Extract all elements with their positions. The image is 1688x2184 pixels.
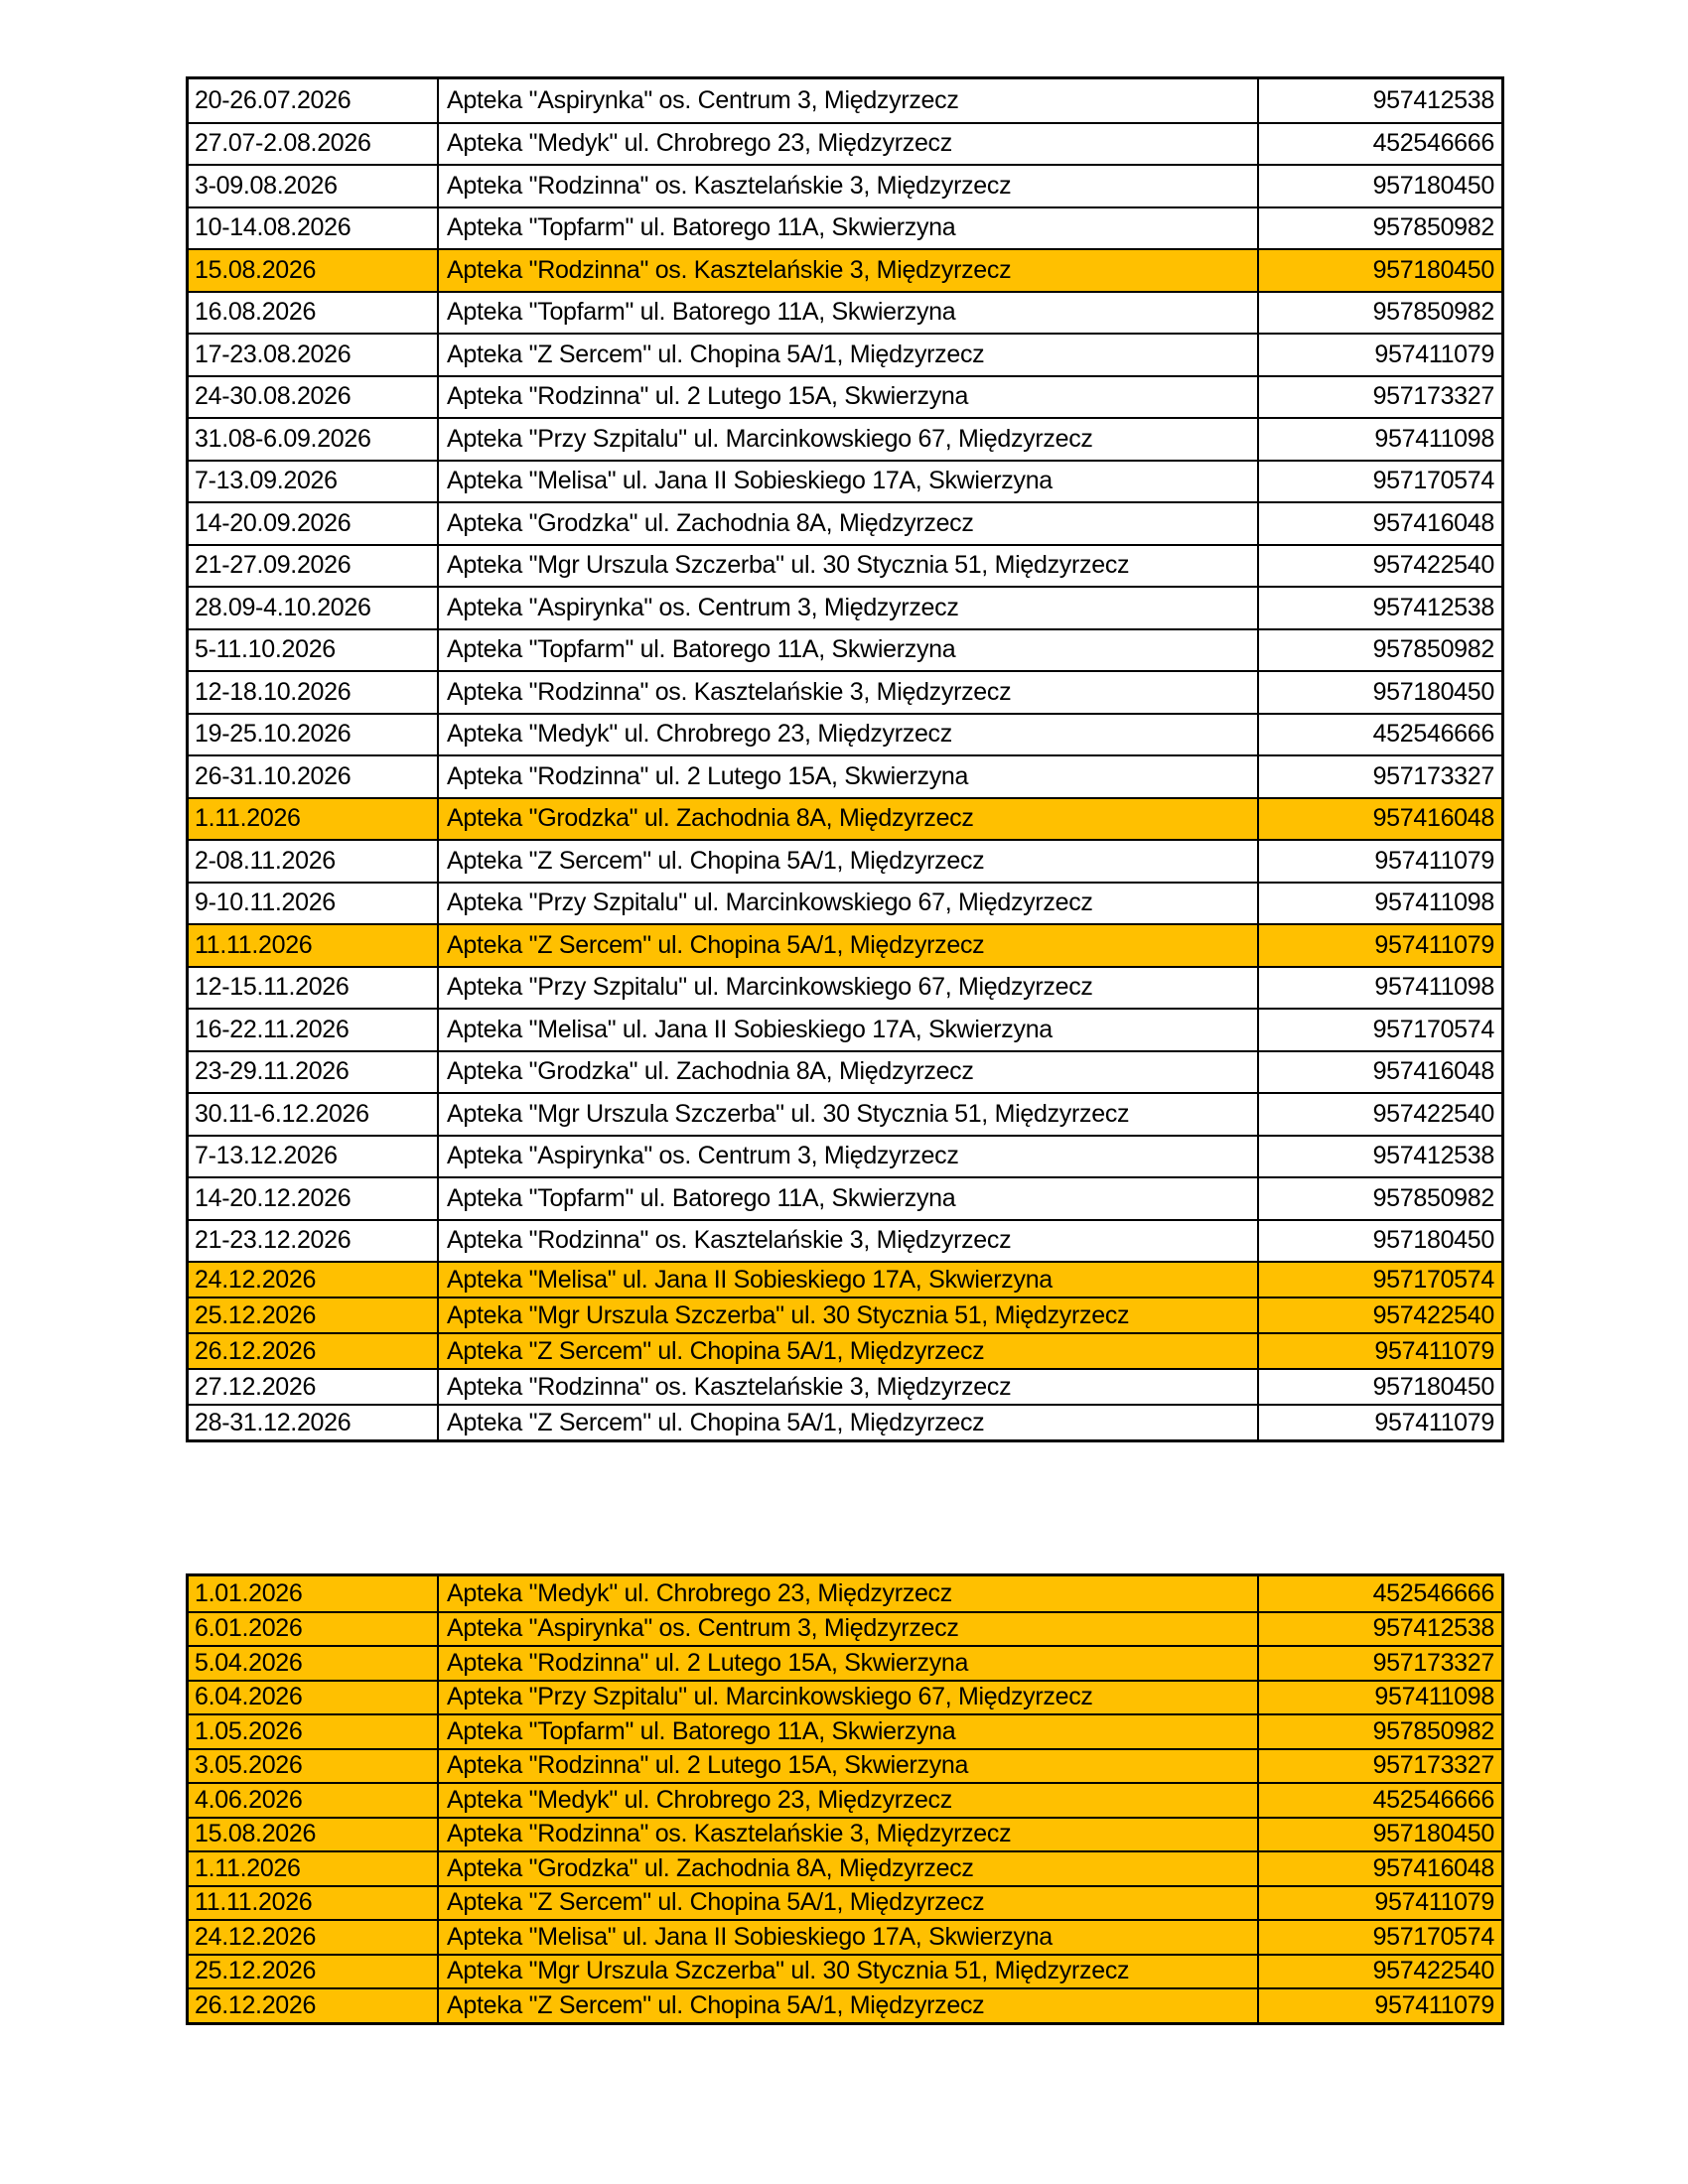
pharmacy-cell: Apteka "Medyk" ul. Chrobrego 23, Międzyrzecz xyxy=(439,715,1259,755)
pharmacy-cell: Apteka "Rodzinna" os. Kasztelańskie 3, Międzyrzecz xyxy=(439,1221,1259,1262)
pharmacy-cell: Apteka "Z Sercem" ul. Chopina 5A/1, Międzyrzecz xyxy=(439,841,1259,882)
date-cell: 7-13.12.2026 xyxy=(189,1137,439,1177)
pharmacy-cell: Apteka "Przy Szpitalu" ul. Marcinkowskiego 67, Międzyrzecz xyxy=(439,884,1259,924)
pharmacy-cell: Apteka "Melisa" ul. Jana II Sobieskiego 17A, Skwierzyna xyxy=(439,462,1259,502)
pharmacy-cell: Apteka "Rodzinna" ul. 2 Lutego 15A, Skwierzyna xyxy=(439,1750,1259,1783)
pharmacy-cell: Apteka "Z Sercem" ul. Chopina 5A/1, Międzyrzecz xyxy=(439,335,1259,375)
table-row xyxy=(189,1885,1501,1920)
phone-cell: 957422540 xyxy=(1372,1300,1494,1329)
pharmacy-cell: Apteka "Przy Szpitalu" ul. Marcinkowskiego 67, Międzyrzecz xyxy=(439,1682,1259,1714)
table-row xyxy=(189,1954,1501,1988)
table-row xyxy=(189,1332,1501,1368)
date-cell: 31.08-6.09.2026 xyxy=(189,419,439,460)
table-row xyxy=(189,628,1501,671)
table-row xyxy=(189,966,1501,1009)
table-row xyxy=(189,79,1501,122)
pharmacy-cell: Apteka "Mgr Urszula Szczerba" ul. 30 Stycznia 51, Międzyrzecz xyxy=(439,546,1259,587)
date-cell: 5.04.2026 xyxy=(189,1647,439,1680)
date-cell: 27.07-2.08.2026 xyxy=(189,124,439,165)
table-row xyxy=(189,1261,1501,1297)
table-row xyxy=(189,713,1501,755)
date-cell: 9-10.11.2026 xyxy=(189,884,439,924)
phone-cell: 957411098 xyxy=(1374,888,1494,917)
phone-cell: 957173327 xyxy=(1372,382,1494,411)
table-row xyxy=(189,122,1501,165)
pharmacy-cell: Apteka "Topfarm" ul. Batorego 11A, Skwierzyna xyxy=(439,1178,1259,1219)
pharmacy-cell: Apteka "Rodzinna" ul. 2 Lutego 15A, Skwierzyna xyxy=(439,756,1259,797)
phone-cell: 957411079 xyxy=(1374,340,1494,368)
table-row xyxy=(189,923,1501,966)
pharmacy-cell: Apteka "Grodzka" ul. Zachodnia 8A, Międzyrzecz xyxy=(439,503,1259,544)
date-cell: 14-20.09.2026 xyxy=(189,503,439,544)
date-cell: 1.01.2026 xyxy=(189,1576,439,1611)
pharmacy-cell: Apteka "Rodzinna" ul. 2 Lutego 15A, Skwierzyna xyxy=(439,1647,1259,1680)
table-row xyxy=(189,1368,1501,1404)
pharmacy-cell: Apteka "Mgr Urszula Szczerba" ul. 30 Stycznia 51, Międzyrzecz xyxy=(439,1094,1259,1135)
phone-cell: 957411079 xyxy=(1374,1336,1494,1365)
phone-cell: 957180450 xyxy=(1372,171,1494,200)
table-row xyxy=(189,754,1501,797)
date-cell: 25.12.2026 xyxy=(189,1956,439,1988)
table-row xyxy=(189,1645,1501,1680)
table-row xyxy=(189,375,1501,418)
phone-cell: 957173327 xyxy=(1372,1648,1494,1677)
date-cell: 15.08.2026 xyxy=(189,1819,439,1851)
date-cell: 1.05.2026 xyxy=(189,1715,439,1748)
date-cell: 19-25.10.2026 xyxy=(189,715,439,755)
date-cell: 17-23.08.2026 xyxy=(189,335,439,375)
phone-cell: 957416048 xyxy=(1372,508,1494,537)
pharmacy-cell: Apteka "Rodzinna" os. Kasztelańskie 3, Międzyrzecz xyxy=(439,166,1259,206)
phone-cell: 957850982 xyxy=(1372,635,1494,664)
table-row xyxy=(189,1135,1501,1177)
table-row xyxy=(189,1748,1501,1783)
duty-schedule-table xyxy=(186,76,1504,1442)
date-cell: 12-18.10.2026 xyxy=(189,672,439,713)
date-cell: 6.01.2026 xyxy=(189,1613,439,1646)
pharmacy-cell: Apteka "Z Sercem" ul. Chopina 5A/1, Międzyrzecz xyxy=(439,1989,1259,2022)
date-cell: 1.11.2026 xyxy=(189,799,439,840)
phone-cell: 957422540 xyxy=(1372,551,1494,580)
pharmacy-cell: Apteka "Topfarm" ul. Batorego 11A, Skwierzyna xyxy=(439,630,1259,671)
phone-cell: 957416048 xyxy=(1372,1853,1494,1882)
date-cell: 11.11.2026 xyxy=(189,925,439,966)
phone-cell: 957422540 xyxy=(1372,1099,1494,1128)
phone-cell: 957411098 xyxy=(1374,1683,1494,1711)
phone-cell: 957412538 xyxy=(1372,1614,1494,1643)
phone-cell: 957850982 xyxy=(1372,1716,1494,1745)
table-row xyxy=(189,164,1501,206)
pharmacy-cell: Apteka "Aspirynka" os. Centrum 3, Międzyrzecz xyxy=(439,79,1259,122)
table-row xyxy=(189,1008,1501,1050)
phone-cell: 957411079 xyxy=(1374,930,1494,959)
date-cell: 28-31.12.2026 xyxy=(189,1406,439,1439)
pharmacy-cell: Apteka "Z Sercem" ul. Chopina 5A/1, Międzyrzecz xyxy=(439,1887,1259,1920)
date-cell: 26-31.10.2026 xyxy=(189,756,439,797)
date-cell: 28.09-4.10.2026 xyxy=(189,588,439,628)
table-row xyxy=(189,1576,1501,1611)
pharmacy-cell: Apteka "Rodzinna" os. Kasztelańskie 3, Międzyrzecz xyxy=(439,1370,1259,1404)
phone-cell: 957180450 xyxy=(1372,1820,1494,1848)
phone-cell: 957411079 xyxy=(1374,1888,1494,1917)
date-cell: 23-29.11.2026 xyxy=(189,1052,439,1093)
date-cell: 25.12.2026 xyxy=(189,1298,439,1332)
phone-cell: 452546666 xyxy=(1372,129,1494,158)
pharmacy-cell: Apteka "Topfarm" ul. Batorego 11A, Skwierzyna xyxy=(439,208,1259,249)
pharmacy-cell: Apteka "Grodzka" ul. Zachodnia 8A, Międzyrzecz xyxy=(439,799,1259,840)
table-row xyxy=(189,1050,1501,1093)
phone-cell: 957173327 xyxy=(1372,1751,1494,1780)
pharmacy-cell: Apteka "Mgr Urszula Szczerba" ul. 30 Stycznia 51, Międzyrzecz xyxy=(439,1298,1259,1332)
table-row xyxy=(189,797,1501,840)
phone-cell: 957412538 xyxy=(1372,85,1494,114)
pharmacy-cell: Apteka "Medyk" ul. Chrobrego 23, Międzyrzecz xyxy=(439,1784,1259,1817)
pharmacy-cell: Apteka "Grodzka" ul. Zachodnia 8A, Międzyrzecz xyxy=(439,1052,1259,1093)
table-row xyxy=(189,1404,1501,1439)
pharmacy-cell: Apteka "Melisa" ul. Jana II Sobieskiego 17A, Skwierzyna xyxy=(439,1921,1259,1954)
phone-cell: 957411079 xyxy=(1374,846,1494,875)
phone-cell: 452546666 xyxy=(1372,1785,1494,1814)
pharmacy-cell: Apteka "Aspirynka" os. Centrum 3, Międzyrzecz xyxy=(439,1613,1259,1646)
phone-cell: 452546666 xyxy=(1372,1578,1494,1607)
table-row xyxy=(189,1092,1501,1135)
pharmacy-cell: Apteka "Z Sercem" ul. Chopina 5A/1, Międzyrzecz xyxy=(439,925,1259,966)
pharmacy-cell: Apteka "Medyk" ul. Chrobrego 23, Międzyrzecz xyxy=(439,1576,1259,1611)
table-row xyxy=(189,1850,1501,1885)
pharmacy-cell: Apteka "Topfarm" ul. Batorego 11A, Skwierzyna xyxy=(439,1715,1259,1748)
phone-cell: 957180450 xyxy=(1372,677,1494,706)
table-row xyxy=(189,501,1501,544)
date-cell: 26.12.2026 xyxy=(189,1334,439,1368)
date-cell: 2-08.11.2026 xyxy=(189,841,439,882)
date-cell: 15.08.2026 xyxy=(189,250,439,291)
table-row xyxy=(189,544,1501,587)
table-row xyxy=(189,1611,1501,1646)
table-row xyxy=(189,460,1501,502)
phone-cell: 957422540 xyxy=(1372,1957,1494,1985)
date-cell: 5-11.10.2026 xyxy=(189,630,439,671)
pharmacy-cell: Apteka "Topfarm" ul. Batorego 11A, Skwierzyna xyxy=(439,293,1259,334)
date-cell: 6.04.2026 xyxy=(189,1682,439,1714)
date-cell: 21-23.12.2026 xyxy=(189,1221,439,1262)
table-row xyxy=(189,333,1501,375)
phone-cell: 957180450 xyxy=(1372,255,1494,284)
date-cell: 30.11-6.12.2026 xyxy=(189,1094,439,1135)
date-cell: 14-20.12.2026 xyxy=(189,1178,439,1219)
table-row xyxy=(189,206,1501,249)
date-cell: 16-22.11.2026 xyxy=(189,1010,439,1050)
pharmacy-cell: Apteka "Rodzinna" os. Kasztelańskie 3, Międzyrzecz xyxy=(439,250,1259,291)
table-row xyxy=(189,1713,1501,1748)
table-row xyxy=(189,1782,1501,1817)
phone-cell: 452546666 xyxy=(1372,720,1494,749)
phone-cell: 957411098 xyxy=(1374,973,1494,1002)
date-cell: 27.12.2026 xyxy=(189,1370,439,1404)
table-row xyxy=(189,670,1501,713)
phone-cell: 957411098 xyxy=(1374,424,1494,453)
pharmacy-cell: Apteka "Aspirynka" os. Centrum 3, Międzyrzecz xyxy=(439,588,1259,628)
phone-cell: 957170574 xyxy=(1372,1922,1494,1951)
date-cell: 20-26.07.2026 xyxy=(189,79,439,122)
date-cell: 21-27.09.2026 xyxy=(189,546,439,587)
date-cell: 7-13.09.2026 xyxy=(189,462,439,502)
date-cell: 24-30.08.2026 xyxy=(189,377,439,418)
table-row xyxy=(189,882,1501,924)
phone-cell: 957180450 xyxy=(1372,1226,1494,1255)
phone-cell: 957411079 xyxy=(1374,1990,1494,2019)
date-cell: 4.06.2026 xyxy=(189,1784,439,1817)
table-row xyxy=(189,1919,1501,1954)
pharmacy-cell: Apteka "Przy Szpitalu" ul. Marcinkowskiego 67, Międzyrzecz xyxy=(439,968,1259,1009)
table-row xyxy=(189,1680,1501,1714)
pharmacy-cell: Apteka "Z Sercem" ul. Chopina 5A/1, Międzyrzecz xyxy=(439,1334,1259,1368)
table-row xyxy=(189,586,1501,628)
pharmacy-cell: Apteka "Mgr Urszula Szczerba" ul. 30 Stycznia 51, Międzyrzecz xyxy=(439,1956,1259,1988)
table-row xyxy=(189,1817,1501,1851)
phone-cell: 957412538 xyxy=(1372,1142,1494,1170)
date-cell: 10-14.08.2026 xyxy=(189,208,439,249)
pharmacy-cell: Apteka "Z Sercem" ul. Chopina 5A/1, Międzyrzecz xyxy=(439,1406,1259,1439)
date-cell: 3-09.08.2026 xyxy=(189,166,439,206)
phone-cell: 957180450 xyxy=(1372,1372,1494,1401)
table-row xyxy=(189,839,1501,882)
date-cell: 24.12.2026 xyxy=(189,1921,439,1954)
pharmacy-cell: Apteka "Rodzinna" os. Kasztelańskie 3, Międzyrzecz xyxy=(439,1819,1259,1851)
date-cell: 1.11.2026 xyxy=(189,1852,439,1885)
phone-cell: 957850982 xyxy=(1372,213,1494,242)
pharmacy-cell: Apteka "Aspirynka" os. Centrum 3, Międzyrzecz xyxy=(439,1137,1259,1177)
phone-cell: 957416048 xyxy=(1372,804,1494,833)
date-cell: 11.11.2026 xyxy=(189,1887,439,1920)
phone-cell: 957850982 xyxy=(1372,298,1494,327)
table-row xyxy=(189,1987,1501,2022)
phone-cell: 957170574 xyxy=(1372,1015,1494,1043)
table-row xyxy=(189,417,1501,460)
pharmacy-cell: Apteka "Przy Szpitalu" ul. Marcinkowskiego 67, Międzyrzecz xyxy=(439,419,1259,460)
phone-cell: 957412538 xyxy=(1372,593,1494,621)
phone-cell: 957170574 xyxy=(1372,467,1494,495)
date-cell: 12-15.11.2026 xyxy=(189,968,439,1009)
date-cell: 26.12.2026 xyxy=(189,1989,439,2022)
pharmacy-cell: Apteka "Rodzinna" ul. 2 Lutego 15A, Skwierzyna xyxy=(439,377,1259,418)
pharmacy-cell: Apteka "Grodzka" ul. Zachodnia 8A, Międzyrzecz xyxy=(439,1852,1259,1885)
date-cell: 3.05.2026 xyxy=(189,1750,439,1783)
date-cell: 24.12.2026 xyxy=(189,1263,439,1297)
table-row xyxy=(189,1176,1501,1219)
phone-cell: 957170574 xyxy=(1372,1265,1494,1294)
table-row xyxy=(189,291,1501,334)
holiday-duty-table xyxy=(186,1573,1504,2025)
table-row xyxy=(189,1297,1501,1332)
pharmacy-cell: Apteka "Melisa" ul. Jana II Sobieskiego 17A, Skwierzyna xyxy=(439,1263,1259,1297)
date-cell: 16.08.2026 xyxy=(189,293,439,334)
table-row xyxy=(189,248,1501,291)
phone-cell: 957173327 xyxy=(1372,761,1494,790)
table-row xyxy=(189,1219,1501,1262)
pharmacy-cell: Apteka "Medyk" ul. Chrobrego 23, Międzyrzecz xyxy=(439,124,1259,165)
phone-cell: 957411079 xyxy=(1374,1408,1494,1436)
pharmacy-cell: Apteka "Melisa" ul. Jana II Sobieskiego 17A, Skwierzyna xyxy=(439,1010,1259,1050)
phone-cell: 957416048 xyxy=(1372,1057,1494,1086)
phone-cell: 957850982 xyxy=(1372,1183,1494,1212)
pharmacy-cell: Apteka "Rodzinna" os. Kasztelańskie 3, Międzyrzecz xyxy=(439,672,1259,713)
